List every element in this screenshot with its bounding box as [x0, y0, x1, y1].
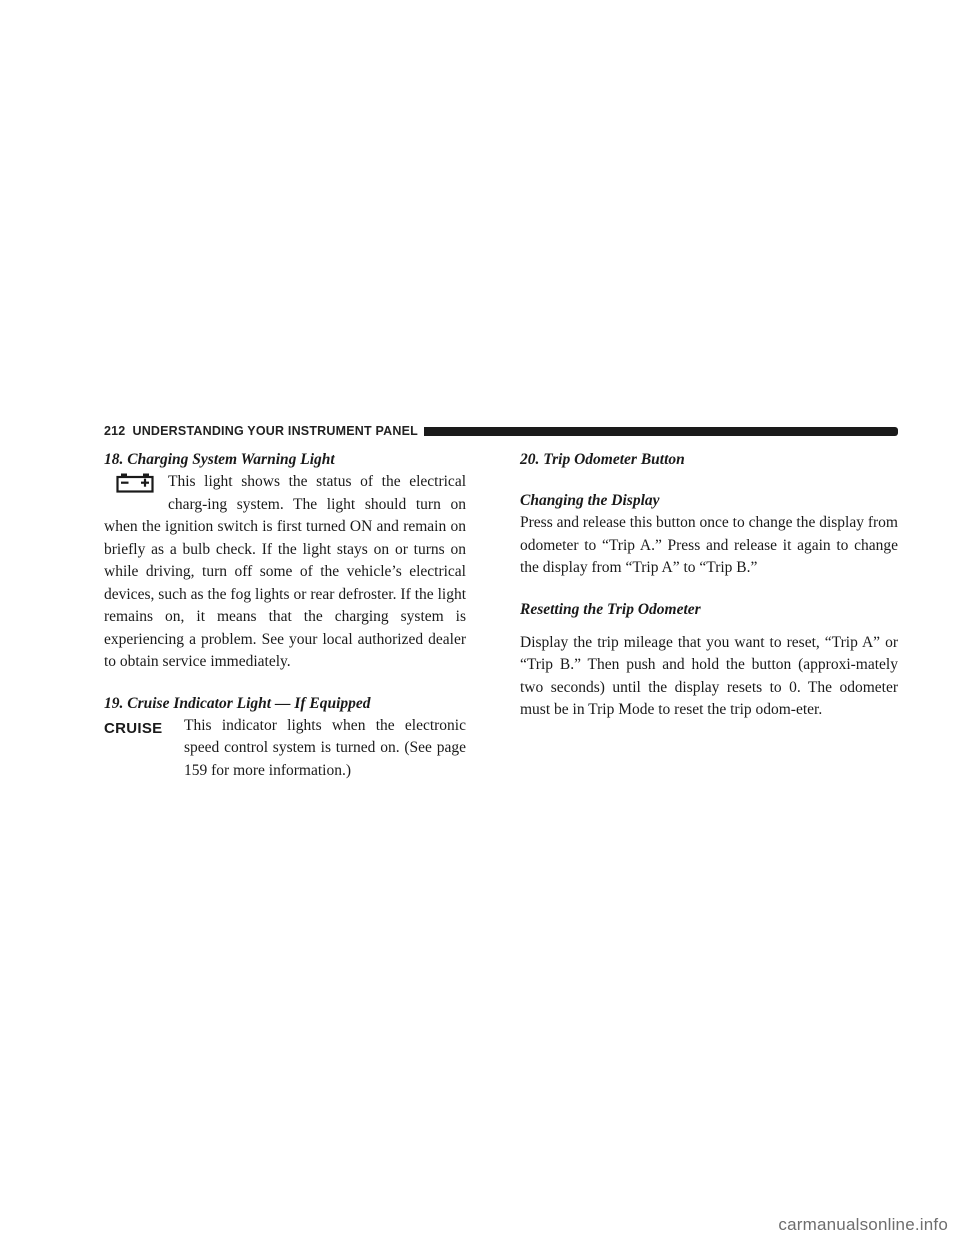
- section-20-heading: 20. Trip Odometer Button: [520, 451, 685, 468]
- changing-display-body: Press and release this button once to change the display from odometer to “Trip A.” Press and release it again to change the display from “Trip A” to “Trip B.”: [520, 514, 898, 576]
- left-column: [104, 449, 466, 784]
- section-19: [104, 715, 466, 784]
- header-rule: [424, 427, 898, 436]
- section-18-heading: 18. Charging System Warning Light: [104, 451, 335, 468]
- section-18: [104, 471, 466, 674]
- page-header: [104, 423, 898, 439]
- resetting-trip-body: Display the trip mileage that you want to reset, “Trip A” or “Trip B.” Then push and hold the button (approxi-mately two seconds) until the display resets to 0. The odometer must be in Trip Mode to reset the trip odom-eter.: [520, 633, 898, 718]
- section-19-body: This indicator lights when the electronic speed control system is turned on. (See page 159 for more information.): [184, 716, 466, 779]
- section-19-heading: 19. Cruise Indicator Light — If Equipped: [104, 694, 371, 712]
- section-18-body: This light shows the status of the electrical charg-ing system. The light should turn on when the ignition switch is first turned ON and remain on briefly as a bulb check. If the light stays on or turns on while driving, turn off some of the vehicle’s electrical devices, such as the fog lights or rear defroster. If the light remains on, it means that the charging system is experiencing a problem. See your local authorized dealer to obtain service immediately.: [104, 473, 466, 670]
- battery-icon: [116, 473, 154, 493]
- page-number: 212: [104, 424, 126, 438]
- cruise-icon: CRUISE: [104, 719, 163, 737]
- right-column: [520, 449, 898, 722]
- changing-display-heading: Changing the Display: [520, 492, 660, 509]
- resetting-trip-heading: Resetting the Trip Odometer: [520, 600, 701, 618]
- section-title: UNDERSTANDING YOUR INSTRUMENT PANEL: [132, 424, 418, 438]
- watermark: carmanualsonline.info: [778, 1215, 948, 1234]
